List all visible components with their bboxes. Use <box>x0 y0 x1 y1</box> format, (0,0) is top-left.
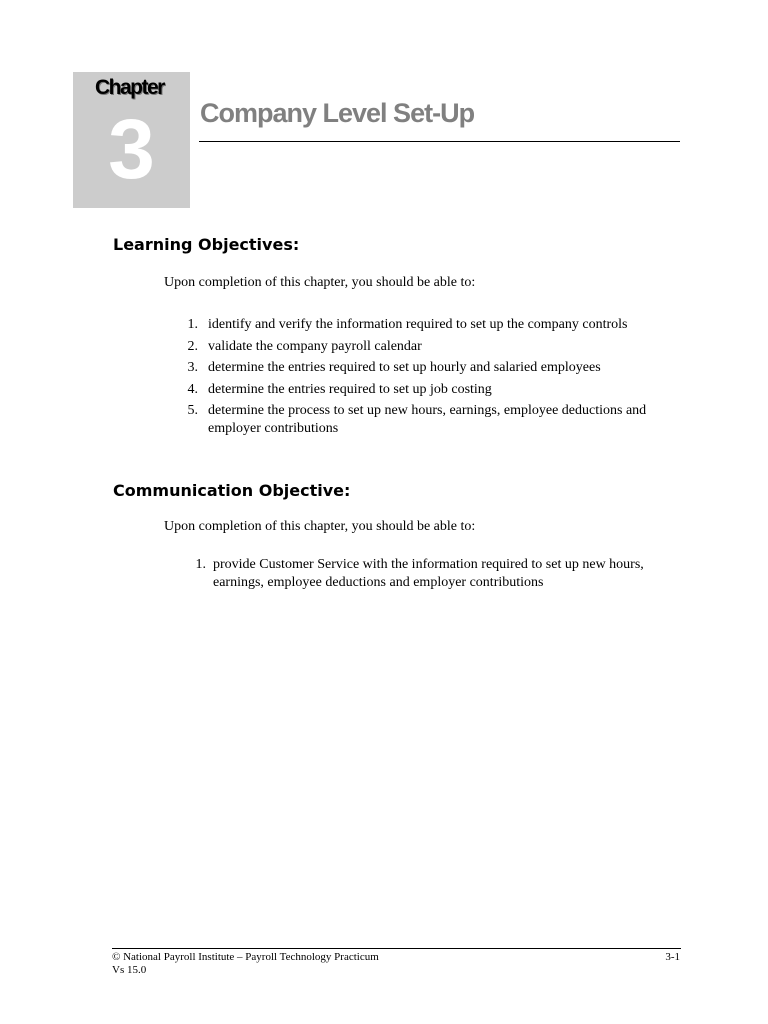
list-item-text: determine the process to set up new hours, earnings, employee deductions and employer contributions <box>208 403 647 436</box>
learning-intro: Upon completion of this chapter, you should be able to: <box>164 275 476 290</box>
list-item-number: 5. <box>187 403 198 418</box>
list-item-number: 4. <box>187 381 198 397</box>
list-item-number: 3. <box>187 360 198 375</box>
list-item-text: determine the entries required to set up job costing <box>208 381 492 397</box>
list-item <box>187 381 668 399</box>
list-item <box>187 402 668 438</box>
list-item-text: provide Customer Service with the information required to set up new hours, earnings, employee deductions and employer contributions <box>213 557 644 590</box>
list-item-text: identify and verify the information required to set up the company controls <box>208 317 628 332</box>
communication-objective-heading: Communication Objective: <box>113 481 351 500</box>
list-item <box>187 316 668 334</box>
list-item <box>187 359 668 377</box>
list-item-number: 1. <box>187 317 198 332</box>
list-item <box>187 338 668 356</box>
footer-copyright: © National Payroll Institute – Payroll Technology Practicum <box>112 951 379 963</box>
footer-divider <box>112 948 681 949</box>
list-item <box>195 556 653 592</box>
footer-version: Vs 15.0 <box>112 964 147 976</box>
list-item-number: 2. <box>187 338 198 354</box>
communication-intro: Upon completion of this chapter, you should be able to: <box>164 519 476 534</box>
learning-objectives-list <box>187 316 668 442</box>
chapter-label: Chapter <box>95 76 164 99</box>
list-item-text: validate the company payroll calendar <box>208 338 422 354</box>
chapter-number: 3 <box>108 102 155 196</box>
chapter-title: Company Level Set-Up <box>200 98 475 128</box>
title-divider <box>199 141 680 142</box>
list-item-text: determine the entries required to set up hourly and salaried employees <box>208 360 601 375</box>
communication-objectives-list <box>195 556 653 596</box>
page-number: 3-1 <box>665 951 680 963</box>
list-item-number: 1. <box>195 557 206 572</box>
learning-objectives-heading: Learning Objectives: <box>113 235 300 254</box>
